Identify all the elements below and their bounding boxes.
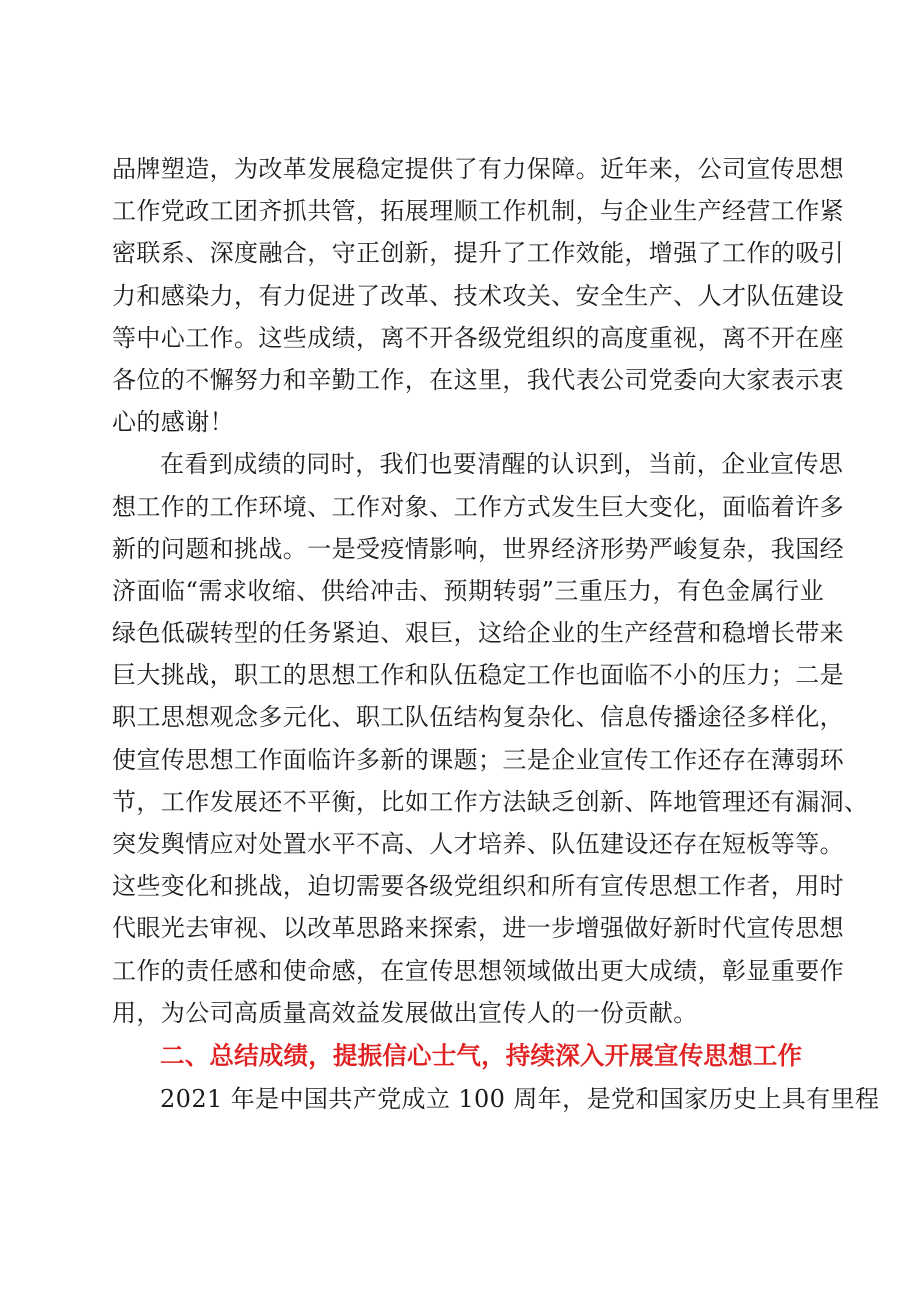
text-line: 济面临“需求收缩、供给冲击、预期转弱”三重压力，有色金属行业 bbox=[112, 576, 824, 605]
text-line: 这些变化和挑战，迫切需要各级党组织和所有宣传思想工作者，用时 bbox=[112, 872, 844, 901]
text-line: 在看到成绩的同时，我们也要清醒的认识到，当前，企业宣传思 bbox=[160, 450, 844, 479]
paragraph-2 bbox=[112, 443, 869, 1034]
section-heading: 二、总结成绩，提振信心士气，持续深入开展宣传思想工作 bbox=[160, 1040, 803, 1070]
text-line: 绿色低碳转型的任务紧迫、艰巨，这给企业的生产经营和稳增长带来 bbox=[112, 619, 844, 648]
text-line: 职工思想观念多元化、职工队伍结构复杂化、信息传播途径多样化， bbox=[112, 703, 844, 732]
text-line: 想工作的工作环境、工作对象、工作方式发生巨大变化，面临着许多 bbox=[112, 492, 844, 521]
text-line: 各位的不懈努力和辛勤工作，在这里，我代表公司党委向大家表示衷 bbox=[112, 365, 844, 394]
paragraph-3 bbox=[112, 1078, 880, 1120]
text-line: 2021 年是中国共产党成立 100 周年，是党和国家历史上具有里程 bbox=[160, 1084, 880, 1113]
text-line: 等中心工作。这些成绩，离不开各级党组织的高度重视，离不开在座 bbox=[112, 323, 844, 352]
text-line: 使宣传思想工作面临许多新的课题；三是企业宣传工作还存在薄弱环 bbox=[112, 745, 844, 774]
text-line: 突发舆情应对处置水平不高、人才培养、队伍建设还存在短板等等。 bbox=[112, 830, 844, 858]
text-line: 密联系、深度融合，守正创新，提升了工作效能，增强了工作的吸引 bbox=[112, 239, 844, 268]
text-line: 工作的责任感和使命感，在宣传思想领域做出更大成绩，彰显重要作 bbox=[112, 956, 844, 985]
text-line: 巨大挑战，职工的思想工作和队伍稳定工作也面临不小的压力；二是 bbox=[112, 661, 844, 690]
text-line: 新的问题和挑战。一是受疫情影响，世界经济形势严峻复杂，我国经 bbox=[112, 534, 844, 563]
text-line: 工作党政工团齐抓共管，拓展理顺工作机制，与企业生产经营工作紧 bbox=[112, 197, 844, 226]
document-body bbox=[112, 148, 880, 1120]
text-line: 品牌塑造，为改革发展稳定提供了有力保障。近年来，公司宣传思想 bbox=[112, 155, 844, 183]
text-line: 用，为公司高质量高效益发展做出宣传人的一份贡献。 bbox=[112, 998, 698, 1027]
paragraph-1 bbox=[112, 148, 844, 443]
text-line: 力和感染力，有力促进了改革、技术攻关、安全生产、人才队伍建设 bbox=[112, 281, 844, 310]
text-line: 心的感谢！ bbox=[112, 408, 234, 437]
text-line: 节，工作发展还不平衡，比如工作方法缺乏创新、阵地管理还有漏洞、 bbox=[112, 787, 869, 816]
text-line: 代眼光去审视、以改革思路来探索，进一步增强做好新时代宣传思想 bbox=[112, 914, 844, 943]
